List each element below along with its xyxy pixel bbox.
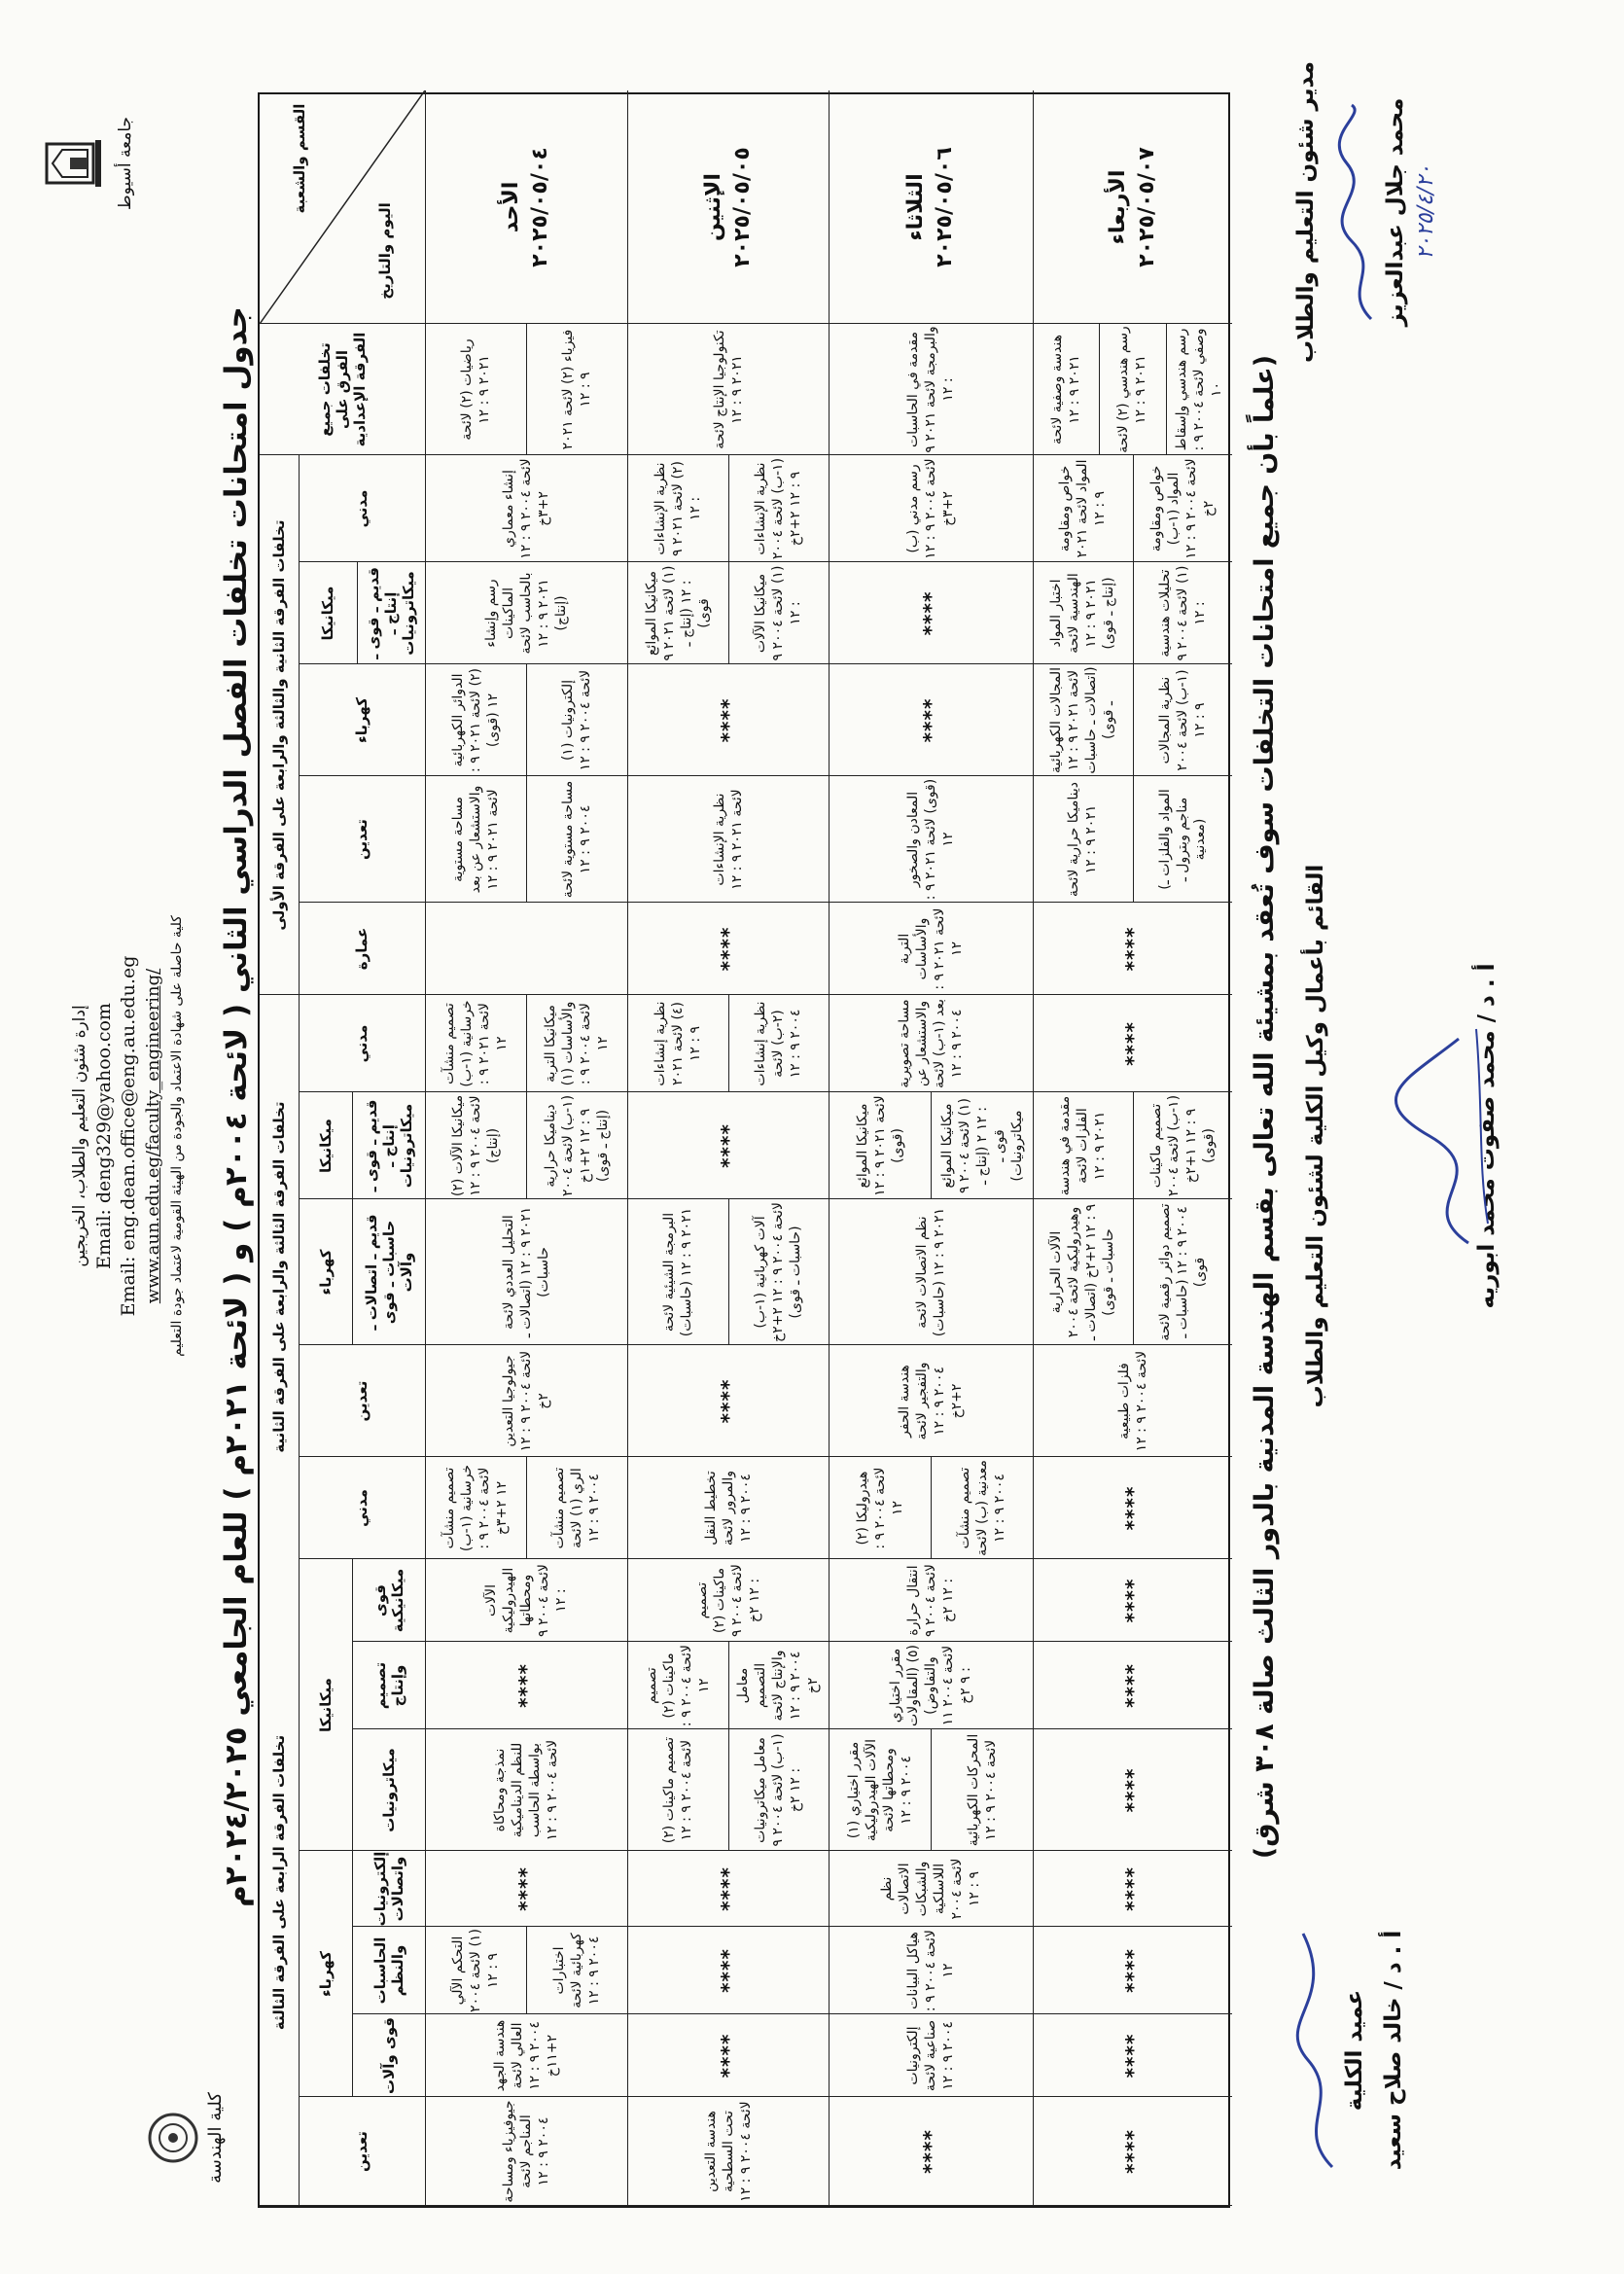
exam-entry: **** [716,1378,740,1424]
director-handwritten-signature [1332,95,1391,329]
vice-dean-handwritten-signature [1391,1010,1507,1262]
grid-line [526,664,527,776]
grid-line [526,1927,527,2014]
exam-entry: تصميم منشآت خرسانية (١-ب) لائحة ٢٠٢١ ٩ : ١٢ [441,1000,510,1087]
exam-entry: خواص ومقاومة المواد (١-ب) لائحة ٢٠٠٤ ٩ : ١٢ ٢خ [1147,458,1217,559]
exam-entry: **** [514,1866,538,1911]
exam-entry: **** [1120,1578,1145,1623]
exam-entry: تصميم منشآت الري (١) لائحة ٢٠٠٤ ٩ : ١٢ [551,1467,602,1549]
dept-civil-2: مدني [353,1024,371,1063]
exam-entry: تصميم دوائر رقمية لائحة ٢٠٠٤ ٩ : ١٢ (حاسبات ـ قوى) [1156,1203,1208,1341]
grid-line [931,1457,932,1559]
exam-entry: هندسة التعدين تحت السطحية لائحة ٢٠٠٤ ٩ : ١٢ [702,2101,754,2202]
exam-entry: التحكم الآلي (١) لائحة ٢٠٠٤ ٩ : ١٢ [450,1929,501,2012]
exam-entry: نظرية إنشاءات (٢-ب) لائحة ٢٠٠٤ ٩ : ١٢ [753,1001,804,1086]
director-name: محمد جلال عبدالعزيز [1383,97,1408,327]
sub-design: تصميم وإنتاج [371,1661,406,1710]
exam-entry: مقرر اختياري (٥) (المقاولات والتفاوض) لائحة ٢٠٠٤ ١١ : ٩ ٢خ [888,1645,973,1726]
exam-entry: نظرية الإنشاءات لائحة ٢٠٢١ ٩ : ١٢ [711,789,745,890]
grid-line [931,1729,932,1851]
day-name: الثلاثاء [903,173,928,241]
exam-entry: التربة والأساسات لائحة ٢٠٢١ ٩ : ١٢ [897,907,965,990]
exam-entry: مقدمة في الحاسبات والبرمجة لائحة ٢٠٢١ ٩ : ١٢ [905,326,956,453]
exam-entry: (المواد والفلزات ـ مناجم وبترول ـ معدنية) [1156,789,1208,890]
exam-entry: المجالات الكهربائية لائحة ٢٠٢١ ٩ : ١٢ (اتصالات ـ حاسبات ـ قوى) [1048,666,1117,774]
exam-entry: تصميم منشآت معدنية (ب) لائحة ٢٠٠٤ ٩ : ١٢ [956,1460,1007,1556]
sub-mech-branches-2: قديم ـ قوى ـ إنتاج ـ ميكاترونيات [365,567,417,659]
faculty-logo [146,2111,200,2165]
day-cell [425,90,627,324]
exam-entry: رسم هندسي (٢) لائحة ٢٠٢١ ٩ : ١٢ [1115,326,1149,453]
exam-location-note: (علماً بأن جميع امتحانات التخلفات سوف تُعقد بمشيئة الله تعالى بقسم الهندسة المدنية بالدور الثالث صالة ٣٠٨ شرق) [1250,354,1280,1860]
exam-entry: رسم هندسي وإسقاط وصفي لائحة ٢٠٠٤ ٩ : ١٠ [1173,328,1224,451]
accreditation-text: كلية حاصلة على شهادة الاعتماد والجودة من الهيئة القومية لاعتماد جودة التعليم [169,915,185,1357]
day-name: الإثنين [700,173,725,241]
sub-computers: الحاسبات والنظم [371,1936,406,2005]
exam-entry: نظرية المجالات (١-ب) لائحة ٢٠٠٤ ٩ : ١٢ [1156,669,1208,771]
exam-entry: **** [919,590,942,636]
grid-line [526,324,527,455]
exam-entry: نظرية إنشاءات (٤) لائحة ٢٠٢١ ٩ : ١٢ [652,1001,703,1086]
grid-line [728,995,729,1092]
exam-entry: نظم الاتصالات لائحة ٢٠٢١ ٩ : ١٢ (حاسبات) [914,1207,947,1337]
university-header [39,37,137,290]
exam-entry: **** [716,1123,740,1168]
exam-entry: نظرية الإنشاءات (١-ب) لائحة ٢٠٠٤ ٩ : ١٢ ٢+٢خ [753,457,804,560]
email-line-2: Email: eng.dean.office@eng.au.edu.eg [118,955,139,1317]
exam-entry: اختبار المواد الهندسية لائحة ٢٠٢١ ٩ : ١٢ (إنتاج ـ قوى) [1048,573,1117,654]
sub-mech-power: قوى ميكانيكية [371,1568,406,1633]
faculty-name: كلية الهندسة [205,2092,226,2184]
grid-line [352,1092,353,1345]
exam-entry: هندسة الجهد العالي لائحة ٢٠٠٤ ٩ : ١٢ ٢+١١خ [492,2019,560,2092]
university-name: جامعة أسيوط [116,116,135,211]
exam-entry: رياضيات (٢) لائحة ٢٠٢١ ٩ : ١٢ [459,338,492,441]
exam-entry: تصميم ماكينات (٢) لائحة ٢٠٠٤ ٩ : ١٢ [660,1736,694,1844]
grid-line [352,1559,353,2097]
exam-entry: إنشاء معماري لائحة ٢٠٠٤ ٩ : ١٢ ٢+٣خ [501,458,551,559]
dept-electrical-3: كهرباء [353,697,371,743]
day-date: ٢٠٢٥/٠٥/٠٦ [933,147,957,267]
dean-handwritten-signature [1284,1924,1352,2177]
group-header-fourth: تخلفات الفرقة الرابعة على الفرقة الثالثة [270,1734,288,2031]
grid-line [526,776,527,903]
exam-entry: تصميم ماكينات (٢) لائحة ٢٠٠٤ ٩ : ١٢ [643,1644,712,1727]
day-cell [1033,90,1232,324]
exam-entry: رسم مدني (ب) لائحة ٢٠٠٤ ٩ : ١٢ ٢+٣خ [905,458,956,559]
grid-line [1099,324,1100,455]
grid-line [357,562,358,664]
exam-entry: ميكانيكا الموائع (١) لائحة ٢٠٠٤ ٩ : ١٢ ٢ (إنتاج ـ قوى ـ ميكاترونيات) [938,1098,1025,1193]
exam-entry: جيولوجيا التعدين لائحة ٢٠٠٤ ٩ : ١٢ ٢خ [501,1350,551,1452]
document-title: جدول امتحانات تخلفات الفصل الدراسي الثاني ( لائحة ٢٠٠٤م ) و ( لائحة ٢٠٢١م ) للعام الجامعي ٢٠٢٤/٢٠٢٥م [219,306,254,1907]
grid-line [1133,776,1134,903]
group-header-second: تخلفات الفرقة الثانية والثالثة والرابعة على الفرقة الأولى [270,519,288,931]
sub-mech-branches: قديم ـ قوى ـ إنتاج ـ ميكاترونيات [362,1099,415,1192]
exam-entry: **** [716,926,740,972]
day-cell [627,90,829,324]
grid-line [728,455,729,562]
dept-civil: مدني [353,1489,371,1527]
director-title: مدير شئون التعليم والطلاب [1293,60,1319,364]
exam-entry: نظرية الإنشاءات (٢) لائحة ٢٠٢١ ٩ : ١٢ [652,461,703,556]
exam-entry: **** [514,1663,538,1708]
exam-entry: رسم وإنشاء الماكينات بالحاسب لائحة ٢٠٢١ ٩ : ١٢ (إنتاج) [483,572,569,655]
exam-entry: جيوفيزياء ومساحة المناجم لائحة ٢٠٠٤ ٩ : ١٢ [501,2100,551,2203]
day-name: الأربعاء [1105,169,1130,245]
grid-line [931,1092,932,1199]
dept-mining-2: تعدين [353,1380,371,1422]
vice-dean-name: أ . د / محمد صفوت محمد ابوريه [1474,963,1500,1309]
exam-entry: ديناميكا حرارية لائحة ٢٠٢١ ٩ : ١٢ [1066,781,1100,898]
grid-line [728,562,729,664]
exam-entry: الآلات الهيدروليكية ومحطاتها لائحة ٢٠٠٤ ٩ : ١٢ [483,1564,569,1637]
exam-entry: **** [919,2129,942,2174]
exam-entry: هندسة الحفر والتفجير لائحة ٢٠٠٤ ٩ : ١٢ ٢+٢خ [897,1362,965,1440]
header-section: القسم والشعبة [291,103,308,214]
day-cell [829,90,1033,324]
dept-mechanical: ميكانيكا [316,1678,335,1732]
dean-title: عميد الكلية [1342,1989,1367,2112]
sub-power: قوى وآلات [379,2017,398,2094]
exam-entry: اختبارات كهربائية لائحة ٢٠٠٤ ٩ : ١٢ [551,1933,602,2008]
day-name: الأحد [499,181,523,233]
exam-entry: تكنولوجيا الإنتاج لائحة ٢٠٢١ ٩ : ١٢ [711,330,745,449]
grid-line [526,995,527,1092]
exam-entry: ميكانيكا الموائع (١) لائحة ٢٠٢١ ٩ : ١٢ (إنتاج ـ قوى) [643,565,712,661]
grid-line [1133,455,1134,562]
exam-entry: **** [919,697,942,743]
exam-entry: مقدمة في هندسة الفلزات لائحة ٢٠٢١ ٩ : ١٢ [1057,1095,1109,1196]
exam-entry: معامل ميكاترونيات (١-ب) لائحة ٢٠٠٤ ٩ : ١٢ ٢خ [753,1733,804,1847]
office-name: إدارة شئون التعليم والطلاب، الخريجين [70,1005,89,1267]
dept-civil-3: مدني [353,489,371,528]
dept-mechanical-2: ميكانيكا [316,1119,335,1173]
exam-entry: **** [1120,2033,1145,2079]
grid-line [728,1729,729,1851]
grid-line [1133,562,1134,664]
group-header-prep: تخلفات جميع الفرق على الفرقة الإعدادية [316,332,369,447]
corner-diagonal [260,90,425,324]
exam-entry: آلات كهربائية (١-ب) لائحة ٢٠٠٤ ٩ : ١٢ ٢+٢خ (حاسبات ـ قوى) [753,1202,804,1342]
header-day-date: اليوم والتاريخ [376,202,394,300]
group-header-third: تخلفات الفرقة الثالثة والرابعة على الفرقة الثانية [270,1101,288,1453]
dept-architecture: عمارة [353,927,371,971]
website-link[interactable]: www.aun.edu.eg/faculty_engineering/ [143,968,163,1304]
exam-entry: فيزياء (٢) لائحة ٢٠٢١ ٩ : ١٢ [560,329,593,450]
director-signature-block [1293,56,1438,368]
exam-entry: ديناميكا حرارية (١-ب) لائحة ٢٠٠٤ ٩ : ١٢ ٢+١خ (إنتاج ـ قوى) [543,1094,611,1197]
exam-entry: معامل التصميم والإنتاج لائحة ٢٠٠٤ ٩ : ١٢ ٢خ [735,1650,822,1722]
office-header [68,757,190,1515]
day-date: ٢٠٢٥/٠٥/٠٧ [1134,147,1159,267]
grid-line [526,1092,527,1199]
dept-electrical-2: كهرباء [316,1249,335,1296]
exam-entry: انتقال حرارة لائحة ٢٠٠٤ ٩ : ١٢ ٢خ [905,1564,956,1637]
faculty-header [146,2031,226,2245]
exam-entry: إلكترونيات صناعية لائحة ٢٠٠٤ ٩ : ١٢ [905,2019,956,2092]
sub-elec-branches: قديم ـ اتصالات ـ حاسبات ـ قوى وآلات [362,1214,415,1331]
exam-entry: تحليلات هندسية (١) لائحة ٢٠٠٤ ٩ : ١٢ [1156,565,1208,661]
exam-entry: **** [716,1866,740,1911]
exam-entry: ميكانيكا التربة والأساسات (١) لائحة ٢٠٠٤ ٩ : ١٢ [543,1001,611,1086]
handwritten-date: ٢٠٢٥/٤/٢٠ [1414,164,1438,260]
exam-entry: هياكل البيانات لائحة ٢٠٠٤ ٩ : ١٢ [905,1929,956,2012]
grid-line [728,1642,729,1729]
dean-name: أ . د / خالد صلاح سعيد [1381,1930,1406,2171]
exam-entry: **** [1120,1021,1145,1066]
exam-entry: المعادن والصخور (قوى) لائحة ٢٠٢١ ٩ : ١٢ [905,778,956,901]
dept-mechanical-3: ميكانيكا [319,586,336,641]
exam-entry: هندسة وصفية لائحة ٢٠٢١ ٩ : ١٢ [1049,335,1083,444]
exam-entry: **** [716,1948,740,1993]
dean-signature-block [1342,1865,1406,2235]
exam-entry: تصميم منشآت خرسانية (١-ب) لائحة ٢٠٠٤ ٩ : ١٢ ٢+٣خ [441,1464,510,1552]
exam-entry: **** [1120,1663,1145,1708]
grid-line [728,1199,729,1345]
dept-mining: تعدين [353,2131,371,2172]
exam-entry: فلزات طبيعية لائحة ٢٠٠٤ ٩ : ١٢ [1115,1350,1149,1452]
grid-line [1133,1199,1134,1345]
exam-entry: مساحة تصويرية والاستشعار عن بعد (١-ب) لائحة ٢٠٠٤ ٩ : ١٢ [897,998,965,1089]
exam-entry: **** [1120,926,1145,972]
email-line: Email: deng329@yahoo.com [93,1003,115,1269]
grid-line [1166,324,1167,455]
sub-mechatronics: ميكاترونيات [379,1748,398,1832]
exam-entry: تصميم ماكينات (١-ب) لائحة ٢٠٠٤ ٩ : ١٢ ١+٢خ (قوى) [1147,1094,1217,1197]
exam-entry: ميكانيكا الآلات (١) لائحة ٢٠٠٤ ٩ : ١٢ [753,565,804,661]
exam-entry: التحليل العددي لائحة ٢٠٢١ ٩ : ١٢ (اتصالات ـ حاسبات) [501,1206,551,1338]
exam-entry: **** [1120,1866,1145,1911]
grid-line [1133,664,1134,776]
exam-entry: ميكانيكا الموائع لائحة ٢٠٢١ ٩ : ١٢ (قوى) [854,1095,905,1196]
exam-entry: **** [1120,1485,1145,1531]
exam-entry: تخطيط النقل والمرور لائحة ٢٠٠٤ ٩ : ١٢ [702,1470,754,1546]
dept-electrical: كهرباء [316,1951,335,1997]
sub-electronics: إلكترونيات واتصالات [371,1851,406,1927]
exam-entry: نظم الاتصالات والشبكات اللاسلكية لائحة ٢٠٠٤ ٩ : ١٢ [879,1858,982,1920]
exam-entry: نمذجة ومحاكاة للنظم الديناميكية بواسطة الحاسب لائحة ٢٠٠٤ ٩ : ١٢ [492,1739,560,1841]
exam-entry: الدوائر الكهربائية (٢) لائحة ٢٠٢١ ٩ : ١٢ (قوى) [450,667,501,773]
exam-entry: **** [716,2033,740,2079]
exam-entry: إلكترونيات (١) لائحة ٢٠٠٤ ٩ : ١٢ [560,669,593,771]
exam-entry: هيدروليكا (٢) لائحة ٢٠٠٤ ٩ : ١٢ [854,1467,905,1549]
exam-entry: **** [1120,2129,1145,2174]
exam-entry: مساحة مستوية لائحة ٢٠٠٤ ٩ : ١٢ [560,780,593,899]
schedule-table [258,92,1230,2208]
exam-entry: مساحة مستوية والاستشعار عن بعد لائحة ٢٠٢١ ٩ : ١٢ [450,785,501,894]
exam-entry: تصميم ماكينات (٢) لائحة ٢٠٠٤ ٩ : ١٢ ٢خ [693,1564,762,1637]
vice-dean-title: القائم بأعمال وكيل الكلية لشئون التعليم والطلاب [1303,864,1328,1408]
vice-dean-signature-block [1303,796,1500,1476]
exam-entry: الآلات الحرارية وهيدروليكية لائحة ٢٠٠٤ ٩ : ١٢ ٢+٢خ (اتصالات ـ حاسبات ـ قوى) [1048,1203,1117,1341]
exam-entry: البرمجة الشيئية لائحة ٢٠٢١ ٩ : ١٢ (حاسبات) [660,1207,694,1337]
exam-entry: ميكانيكا الآلات (٢) لائحة ٢٠٠٤ ٩ : ١٢ (إنتاج) [450,1094,501,1197]
exam-entry: المحركات الكهربائية لائحة ٢٠٠٤ ٩ : ١٢ [965,1733,999,1847]
exam-entry: **** [1120,1767,1145,1813]
dept-mining-3: تعدين [353,819,371,860]
day-date: ٢٠٢٥/٠٥/٠٤ [528,147,552,267]
exam-entry: مقرر اختياري (١) الآلات الهيدروليكية ومحطاتها لائحة ٢٠٠٤ ٩ : ١٢ [845,1738,914,1842]
day-date: ٢٠٢٥/٠٥/٠٥ [729,147,755,267]
grid-line [1133,1092,1134,1199]
exam-entry: **** [716,697,740,743]
grid-line [526,1457,527,1559]
exam-entry: **** [1120,1948,1145,1993]
exam-entry: خواص ومقاومة المواد لائحة ٢٠٢١ ٩ : ١٢ [1057,459,1109,558]
grid-line [299,455,300,2206]
university-logo [39,134,107,193]
